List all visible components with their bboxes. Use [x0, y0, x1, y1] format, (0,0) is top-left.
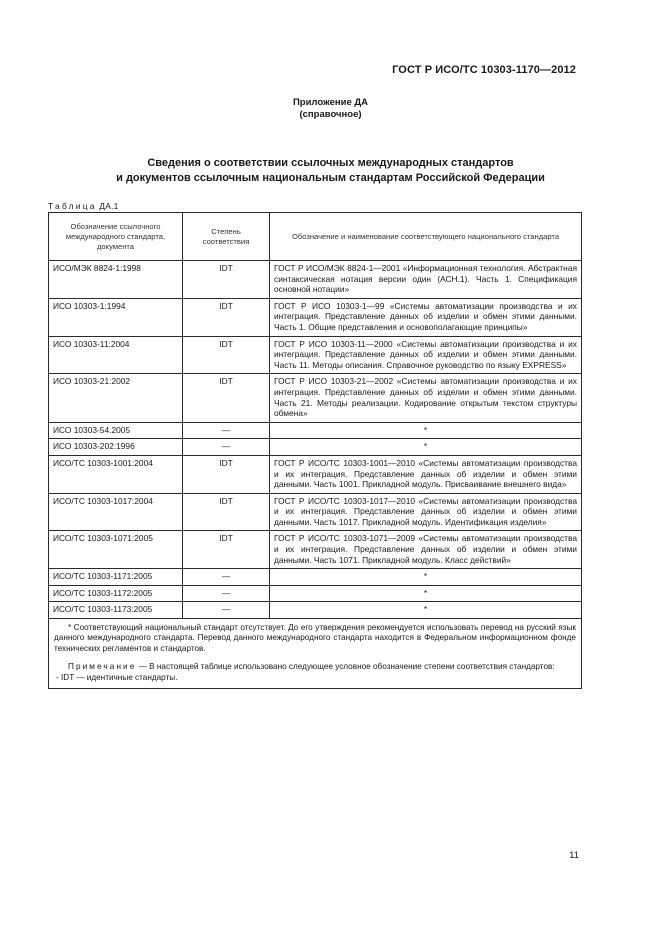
cell-ref: ИСО 10303-1:1994: [49, 298, 183, 336]
cell-ref: ИСО 10303-54.2005: [49, 422, 183, 439]
cell-degree: IDT: [183, 374, 270, 422]
cell-national: ГОСТ Р ИСО/ТС 10303-1071—2009 «Системы автоматизации производства и их интеграция. Представление данных об изделии и обмен этими данными. Часть 1071. Прикладной модуль. Класс действий»: [270, 531, 582, 569]
note-item: - IDT — идентичные стандарты.: [56, 672, 178, 682]
table-notes-row: [49, 619, 582, 689]
document-code: ГОСТ Р ИСО/ТС 10303-1170—2012: [392, 64, 576, 76]
cell-national: *: [270, 439, 582, 456]
table-row: [49, 531, 582, 569]
cell-degree: IDT: [183, 531, 270, 569]
table-row: [49, 602, 582, 619]
cell-ref: ИСО/ТС 10303-1171:2005: [49, 569, 183, 586]
cell-national: ГОСТ Р ИСО/МЭК 8824-1—2001 «Информационная технология. Абстрактная синтаксическая нотация версии один (АСН.1). Часть 1. Спецификация основной нотации»: [270, 261, 582, 299]
cell-ref: ИСО/ТС 10303-1001:2004: [49, 455, 183, 493]
table-row: [49, 336, 582, 374]
cell-ref: ИСО/ТС 10303-1172:2005: [49, 585, 183, 602]
page-number: 11: [569, 850, 579, 861]
cell-degree: —: [183, 585, 270, 602]
annex-heading: [0, 97, 661, 121]
cell-degree: IDT: [183, 455, 270, 493]
correspondence-table: [48, 212, 582, 689]
header-ref-standard: Обозначение ссылочного международного стандарта, документа: [49, 213, 183, 261]
cell-ref: ИСО/ТС 10303-1071:2005: [49, 531, 183, 569]
note-text: — В настоящей таблице использовано следующее условное обозначение степени соответствия стандартов:: [138, 662, 555, 672]
cell-ref: ИСО/ТС 10303-1173:2005: [49, 602, 183, 619]
cell-national: ГОСТ Р ИСО 10303-1—99 «Системы автоматизации производства и их интеграция. Представление данных об изделии и обмен этими данными. Часть 1. Общие представления и основополагающие принципы»: [270, 298, 582, 336]
table-caption-prefix: Таблица: [48, 201, 97, 211]
cell-degree: —: [183, 422, 270, 439]
section-title-line-2: и документов ссылочным национальным стандартам Российской Федерации: [116, 171, 545, 184]
cell-ref: ИСО 10303-202:1996: [49, 439, 183, 456]
cell-degree: IDT: [183, 336, 270, 374]
cell-degree: IDT: [183, 261, 270, 299]
table-caption: [48, 201, 119, 211]
cell-national: *: [270, 602, 582, 619]
cell-national: *: [270, 569, 582, 586]
footnote: * Соответствующий национальный стандарт отсутствует. До его утверждения рекомендуется использовать перевод на русский язык данного международного стандарта. Перевод данного международного стандарта находится в Федеральном информационном фонде технических регламентов и стандартов.: [54, 623, 576, 653]
cell-national: ГОСТ Р ИСО 10303-21—2002 «Системы автоматизации производства и их интеграция. Представление данных об изделии и обмен этими данными. Часть 21. Методы реализации. Кодирование открытым текстом структуры обмена»: [270, 374, 582, 422]
cell-degree: —: [183, 439, 270, 456]
cell-ref: ИСО 10303-21:2002: [49, 374, 183, 422]
cell-degree: IDT: [183, 298, 270, 336]
cell-ref: ИСО 10303-11:2004: [49, 336, 183, 374]
table-row: [49, 493, 582, 531]
cell-national: ГОСТ Р ИСО/ТС 10303-1001—2010 «Системы автоматизации производства и их интеграция. Представление данных об изделии и обмен этими данными. Часть 1001. Прикладной модуль. Присваивание внешнего вида»: [270, 455, 582, 493]
cell-national: *: [270, 585, 582, 602]
table-caption-number: ДА.1: [99, 201, 119, 211]
table-row: [49, 439, 582, 456]
table-row: [49, 585, 582, 602]
table-notes: [49, 619, 582, 689]
cell-ref: ИСО/МЭК 8824-1:1998: [49, 261, 183, 299]
cell-national: ГОСТ Р ИСО/ТС 10303-1017—2010 «Системы автоматизации производства и их интеграция. Представление данных об изделии и обмен этими данными. Часть 1017. Прикладной модуль. Идентификация изделия»: [270, 493, 582, 531]
table-row: [49, 422, 582, 439]
section-title-line-1: Сведения о соответствии ссылочных международных стандартов: [147, 157, 514, 169]
annex-title: Приложение ДА: [292, 97, 369, 108]
note-label: Примечание: [68, 662, 137, 672]
cell-national: *: [270, 422, 582, 439]
table-header-row: [49, 213, 582, 261]
cell-national: ГОСТ Р ИСО 10303-11—2000 «Системы автоматизации производства и их интеграция. Представление данных об изделии и обмен этими данными. Часть 11. Методы описания. Справочное руководство по языку EXPRESS»: [270, 336, 582, 374]
table-row: [49, 455, 582, 493]
cell-degree: IDT: [183, 493, 270, 531]
cell-degree: —: [183, 569, 270, 586]
table-row: [49, 298, 582, 336]
section-title: [0, 156, 661, 185]
note: [54, 662, 576, 672]
header-degree: Степень соответствия: [183, 213, 270, 261]
table-row: [49, 374, 582, 422]
cell-ref: ИСО/ТС 10303-1017:2004: [49, 493, 183, 531]
cell-degree: —: [183, 602, 270, 619]
annex-subtitle: (справочное): [299, 109, 362, 120]
header-national-standard: Обозначение и наименование соответствующего национального стандарта: [270, 213, 582, 261]
table-row: [49, 569, 582, 586]
table-row: [49, 261, 582, 299]
